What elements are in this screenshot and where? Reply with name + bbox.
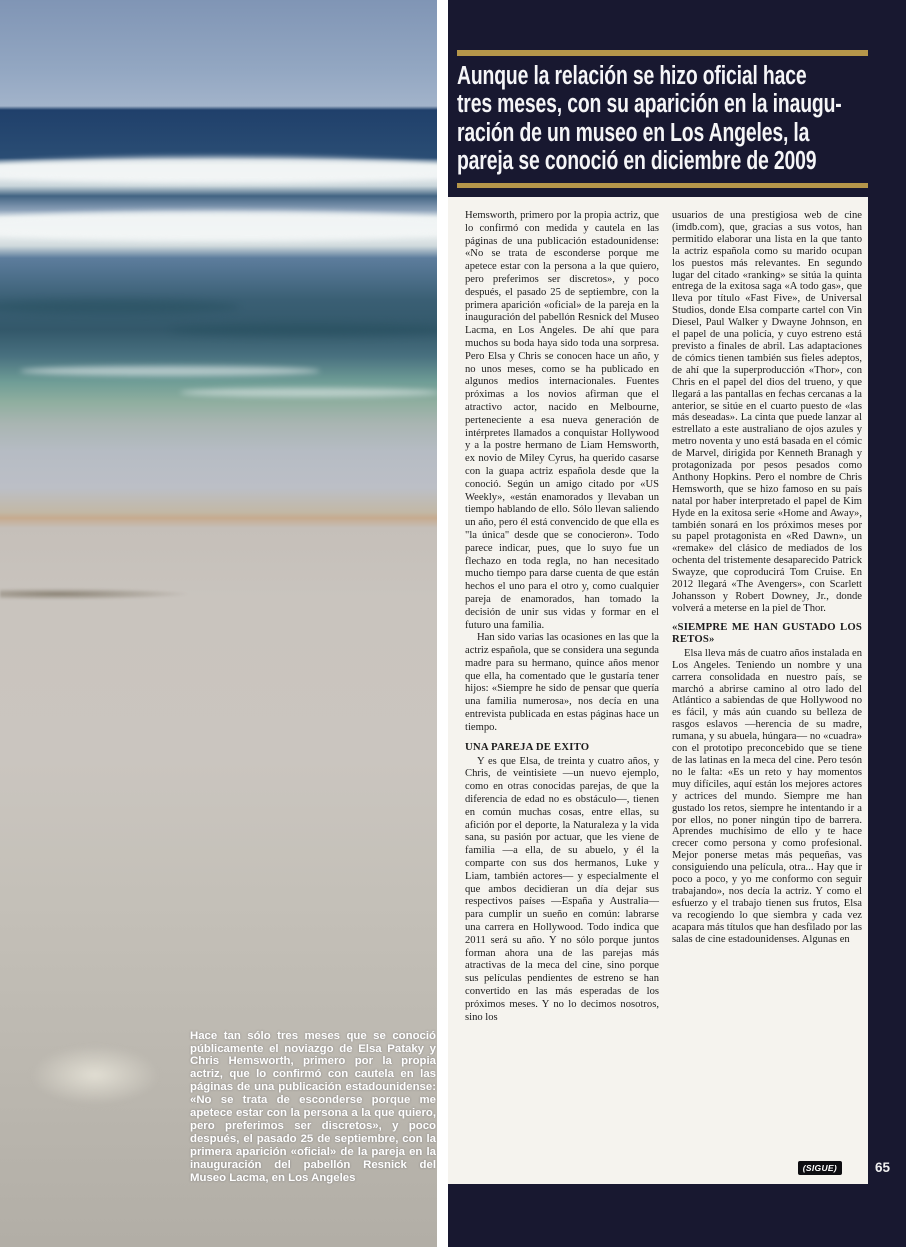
headline: [457, 62, 868, 182]
page-number: 65: [875, 1160, 891, 1175]
article-body: [448, 197, 868, 1184]
section-heading-siempre-me-han-gustado-los-retos: «SIEMPRE ME HAN GUSTADO LOS RETOS»: [672, 620, 862, 645]
article-paragraph: Hemsworth, primero por la propia actriz, que lo confirmó con medida y cautela en las páginas de una publicación estadounidense: «No se trata de esconderse porque me apetece estar con la persona a la que quiero, pero preferimos ser discretos», y poco después, el pasado 25 de septiembre, con la primera aparición «oficial» de la pareja en la inauguración del pabellón Resnick del Museo Lacma, en Los Angeles. De ahí que para muchos su boda haya sido toda una sorpresa. Pero Elsa y Chris se conocen hace un año, y no unos meses, como se ha publicado en algunos medios internacionales. Fuentes próximas a los novios afirman que el atractivo actor, nacido en Melbourne, perteneciente a esa nueva generación de intérpretes llamados a conquistar Hollywood y a la postre hermano de Liam Hemsworth, ex novio de Miley Cyrus, ha querido casarse con la guapa actriz española desde que la conoció. Según un amigo citado por «US Weekly», «están enamorados y llevaban un tiempo hablando de ello. Sólo llevan saliendo un año, pero él está convencido de que ella es "la única" desde que se conocieron». Todo parece indicar, pues, que lo suyo fue un flechazo en toda regla, no han necesitado mucho tiempo para darse cuenta de que están hechos el uno para el otro y, como cualquier pareja de enamorados, han tomado la decisión de unir sus vidas y formar en el futuro una familia.: [465, 210, 659, 631]
headline-line: tres meses, con su aparición en la inaugu-: [457, 90, 842, 119]
gold-rule-top: [457, 50, 868, 56]
headline-line: pareja se conoció en diciembre de 2009: [457, 147, 817, 176]
section-heading-una-pareja-de-exito: UNA PAREJA DE EXITO: [465, 740, 590, 753]
photo-caption: Hace tan sólo tres meses que se conoció públicamente el noviazgo de Elsa Pataky y Chris Hemsworth, primero por la propia actriz, que lo confirmó con cautela en las páginas de una publicación estadounidense: «No se trata de esconderse porque me apetece estar con la persona a la que quiero, pero preferimos ser discretos», y poco después, el pasado 25 de septiembre, con la primera aparición «oficial» de la pareja en la inauguración del pabellón Resnick del Museo Lacma, en Los Angeles: [190, 1029, 436, 1185]
continues-tag: (SIGUE): [798, 1161, 842, 1176]
article-column-1: [465, 210, 659, 1172]
sand-mark: [30, 1045, 160, 1105]
article-column-2: [672, 210, 862, 1172]
beach-photo: [0, 0, 437, 1247]
seaweed-on-sand: [0, 588, 190, 600]
article-paragraph: usuarios de una prestigiosa web de cine (imdb.com), que, gracias a sus votos, han permitido elaborar una lista en la que tanto la actriz española como su marido ocupan los puestos más relevantes. En segundo lugar del citado «ranking» se sitúa la quinta entrega de la exitosa saga «A todo gas», que lleva por título «Fast Five», de Universal Studios, donde Elsa comparte cartel con Vin Diesel, Paul Walker y Dwayne Johnson, en el papel de una policía, y cuyo estreno está previsto a finales de abril. Las adaptaciones de cómics tienen también sus fieles adeptos, de ahí que la superproducción «Thor», con Chris en el papel del dios del trueno, y que llegará a las pantallas en fechas cercanas a la anterior, se sitúe en el cuarto puesto de «las más deseadas». La cinta que puede lanzar al estrellato a este australiano de ojos azules y metro noventa y uno está basada en el cómic de Marvel, dirigida por Kenneth Branagh y protagonizada por pesos pesados como Anthony Hopkins. Pero el nombre de Chris Hemsworth, que se hizo famoso en su país natal por haber interpretado el papel de Kim Hyde en la exitosa serie «Home and Away», también sonará en los próximos meses por su papel protagonista en «Red Dawn», un «remake» del clásico de mediados de los ochenta del tristemente desaparecido Patrick Swayze, que coproducirá Tom Cruise. En 2012 llegará «The Avengers», con Scarlett Johansson y Robert Downey, Jr., donde volverá a meterse en la piel de Thor.: [672, 210, 862, 614]
article-paragraph: Y es que Elsa, de treinta y cuatro años, y Chris, de veintisiete —un nuevo ejemplo, como en otras conocidas parejas, de que la diferencia de edad no es obstáculo—, tienen en común muchas cosas, entre ellas, su afición por el deporte, la Naturaleza y la vida sana, su pasión por actuar, que les viene de familia —a ella, de su abuelo, y él la comparte con sus dos hermanos, Luke y Liam, también actores— y especialmente el que ambos decidieran un día dejar sus respectivos países —España y Australia— para cumplir un sueño en común: labrarse una carrera en Hollywood. Todo indica que 2011 será su año. Y no sólo porque juntos forman ahora una de las parejas más atractivas de la meca del cine, sino porque sus películas pendientes de estreno se han convertido en las más esperadas de los próximos meses. Y no lo decimos nosotros, sino los: [465, 755, 659, 1023]
wave-foam-streak: [20, 366, 320, 376]
article-paragraph: Elsa lleva más de cuatro años instalada en Los Angeles. Teniendo un nombre y una carrera consolidada en nuestro país, se marchó a abrirse camino al otro lado del Atlántico a sabiendas de que Hollywood no es fácil, y más aún cuando su belleza de rasgos eslavos —herencia de su madre, rumana, y su abuela, húngara— no «cuadra» con el prototipo preconcebido que se tiene de las latinas en la meca del cine. Pero tesón no le falta: «Es un reto y hay momentos muy difíciles, aquí están los mejores actores y actrices del mundo. Siempre me han gustado los retos, siempre he intentando ir a por ellos, no poner ningún tipo de barrera. Aprendes muchísimo de ello y te hace crecer como persona y como profesional. Mejor ponerse metas más pequeñas, vas consiguiendo una película, otra... Hay que ir poco a poco, y yo me conformo con seguir trabajando», nos decía la actriz. Y como el esfuerzo y el trabajo tienen sus frutos, Elsa va recogiendo lo que siembra y cada vez acapara más títulos que han desfilado por las salas de cine estadounidenses. Algunas en: [672, 647, 862, 945]
wave-foam-band: [0, 211, 437, 241]
headline-line: ración de un museo en Los Angeles, la: [457, 118, 810, 147]
water-ripple: [170, 324, 437, 336]
article-panel: [448, 0, 906, 1247]
water-ripple: [0, 300, 240, 314]
wave-foam-band: [0, 157, 437, 183]
headline-line: Aunque la relación se hizo oficial hace: [457, 62, 807, 90]
gold-rule-bottom: [457, 183, 868, 188]
wave-foam-streak: [180, 388, 437, 397]
article-paragraph: Han sido varias las ocasiones en las que la actriz española, que se considera una segunda madre para su hermano, quince años menor que ella, ha comentado que le gustaría tener hijos: «Siempre he sido de pensar que quería una familia numerosa», nos decía en una entrevista publicada en estas páginas hace un tiempo.: [465, 632, 659, 733]
